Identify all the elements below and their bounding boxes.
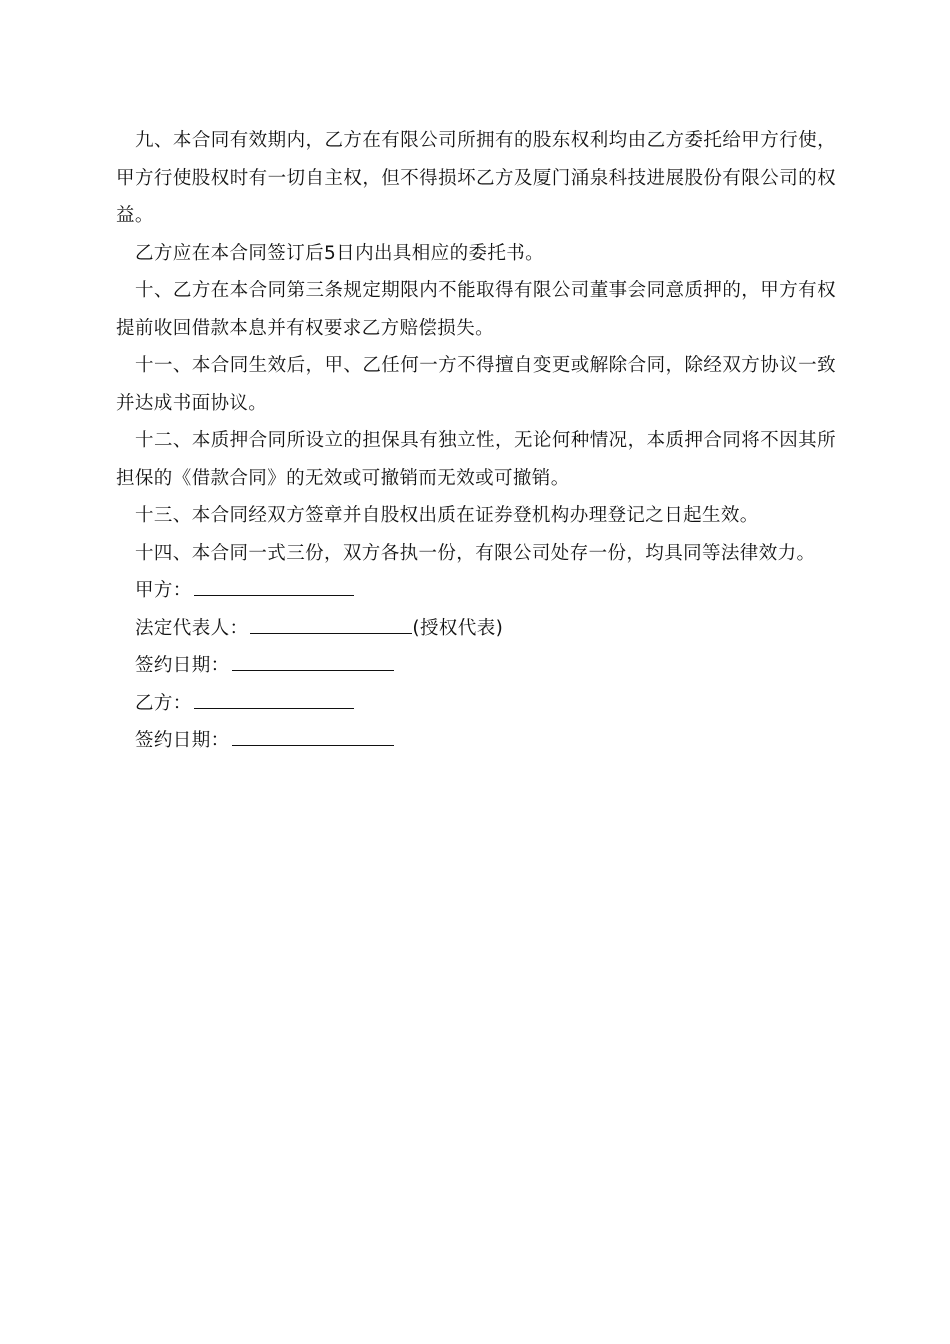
legal-rep-label: 法定代表人：: [135, 617, 249, 639]
clause-twelve: 十二、本质押合同所设立的担保具有独立性，无论何种情况，本质押合同将不因其所担保的《借款合同》的无效或可撤销而无效或可撤销。: [116, 430, 836, 489]
sign-date-a-line: [116, 647, 836, 685]
sign-date-a-blank: [232, 652, 394, 671]
document-body: [116, 122, 836, 760]
sign-date-b-label: 签约日期：: [135, 730, 230, 751]
clause-thirteen: 十三、本合同经双方签章并自股权出质在证券登机构办理登记之日起生效。: [135, 505, 759, 526]
party-a-blank: [194, 577, 354, 596]
signature-block: [116, 572, 836, 760]
sign-date-b-blank: [232, 727, 394, 746]
party-b-label: 乙方：: [135, 692, 192, 714]
legal-rep-line: [116, 610, 836, 648]
clause-ten: 十、乙方在本合同第三条规定期限内不能取得有限公司董事会同意质押的，甲方有权提前收回借款本息并有权要求乙方赔偿损失。: [116, 280, 836, 339]
legal-rep-blank: [250, 615, 412, 634]
party-a-label: 甲方：: [135, 580, 192, 601]
clause-nine: 九、本合同有效期内，乙方在有限公司所拥有的股东权利均由乙方委托给甲方行使，甲方行使股权时有一切自主权，但不得损坏乙方及厦门涌泉科技进展股份有限公司的权益。: [116, 130, 836, 226]
clause-eleven: 十一、本合同生效后，甲、乙任何一方不得擅自变更或解除合同，除经双方协议一致并达成书面协议。: [116, 355, 836, 414]
party-a-line: [116, 572, 836, 610]
clause-nine-supplement: 乙方应在本合同签订后5日内出具相应的委托书。: [135, 242, 545, 264]
legal-rep-suffix: (授权代表): [412, 617, 504, 639]
party-b-blank: [194, 690, 354, 709]
sign-date-b-line: [116, 722, 836, 760]
sign-date-a-label: 签约日期：: [135, 655, 230, 676]
party-b-line: [116, 685, 836, 723]
clause-fourteen: 十四、本合同一式三份，双方各执一份，有限公司处存一份，均具同等法律效力。: [135, 542, 816, 564]
